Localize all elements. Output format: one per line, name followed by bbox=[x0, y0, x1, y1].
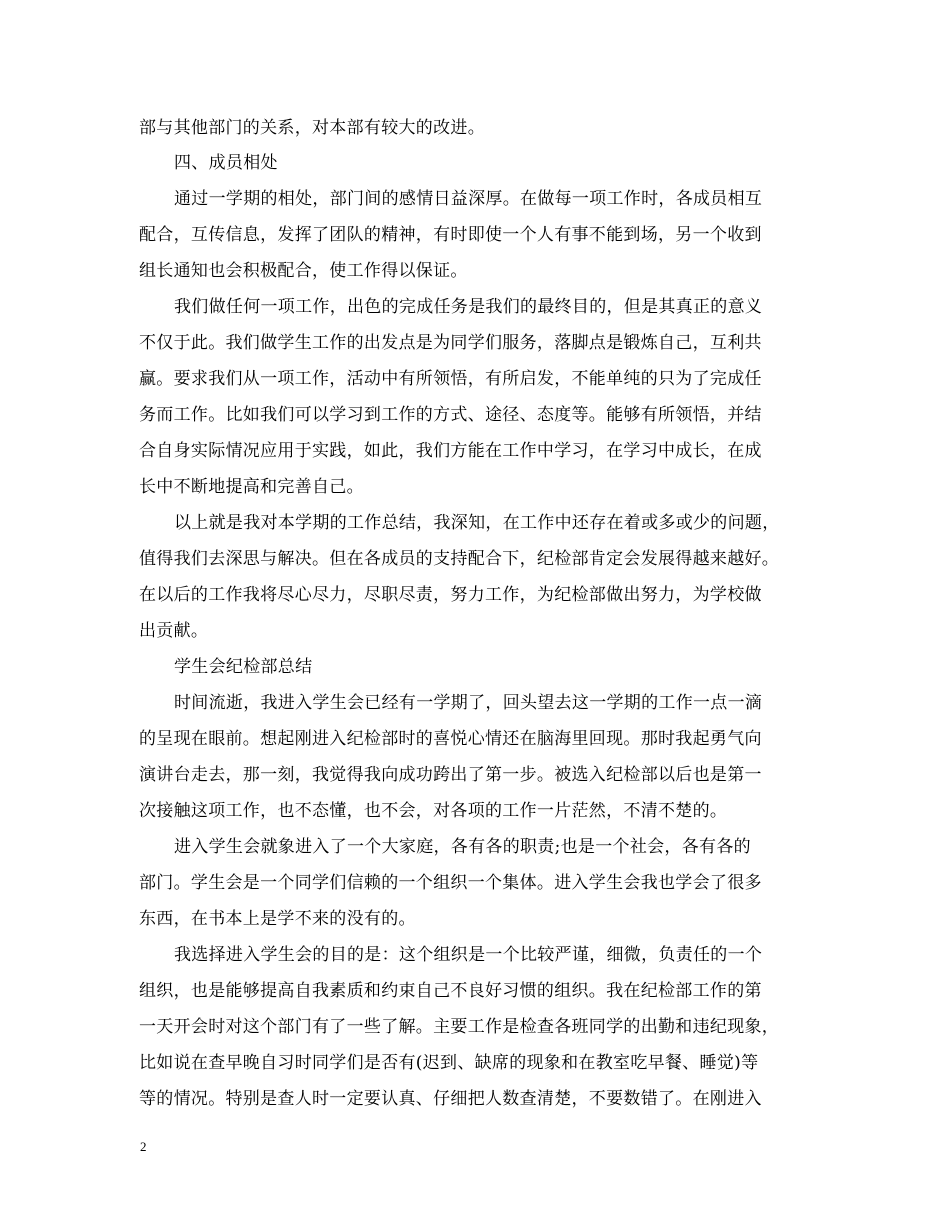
text-line: 在以后的工作我将尽心尽力，尽职尽责，努力工作，为纪检部做出努力，为学校做 bbox=[139, 585, 762, 605]
text-line: 等的情况。特别是查人时一定要认真、仔细把人数查清楚，不要数错了。在刚进入 bbox=[139, 1089, 762, 1109]
text-line: 组织，也是能够提高自我素质和约束自己不良好习惯的组织。我在纪检部工作的第 bbox=[139, 981, 762, 1001]
page-number: 2 bbox=[140, 1139, 147, 1154]
text-line: 出贡献。 bbox=[139, 621, 209, 641]
text-line: 长中不断地提高和完善自己。 bbox=[139, 477, 364, 497]
text-line: 我选择进入学生会的目的是：这个组织是一个比较严谨，细微，负责任的一个 bbox=[174, 945, 763, 965]
text-line: 通过一学期的相处，部门间的感情日益深厚。在做每一项工作时，各成员相互 bbox=[174, 189, 763, 209]
section-heading: 四、成员相处 bbox=[174, 153, 278, 173]
text-line: 值得我们去深思与解决。但在各成员的支持配合下，纪检部肯定会发展得越来越好。 bbox=[139, 549, 780, 569]
text-line: 一天开会时对这个部门有了一些了解。主要工作是检查各班同学的出勤和违纪现象， bbox=[139, 1017, 780, 1037]
text-line: 次接触这项工作，也不态懂，也不会，对各项的工作一片茫然，不清不楚的。 bbox=[139, 801, 728, 821]
text-line: 组长通知也会积极配合，使工作得以保证。 bbox=[139, 261, 468, 281]
text-line: 我们做任何一项工作，出色的完成任务是我们的最终目的，但是其真正的意义 bbox=[174, 297, 763, 317]
text-line: 部门。学生会是一个同学们信赖的一个组织一个集体。进入学生会我也学会了很多 bbox=[139, 873, 762, 893]
text-line: 不仅于此。我们做学生工作的出发点是为同学们服务，落脚点是锻炼自己，互利共 bbox=[139, 333, 762, 353]
text-line: 以上就是我对本学期的工作总结，我深知，在工作中还存在着或多或少的问题， bbox=[174, 513, 780, 533]
text-line: 部与其他部门的关系，对本部有较大的改进。 bbox=[139, 118, 485, 138]
text-line: 比如说在查早晚自习时同学们是否有(迟到、缺席的现象和在教室吃早餐、睡觉)等 bbox=[139, 1053, 759, 1073]
text-line: 配合，互传信息，发挥了团队的精神，有时即使一个人有事不能到场，另一个收到 bbox=[139, 225, 762, 245]
section-heading: 学生会纪检部总结 bbox=[174, 657, 313, 677]
text-line: 演讲台走去，那一刻，我觉得我向成功跨出了第一步。被选入纪检部以后也是第一 bbox=[139, 765, 762, 785]
text-line: 时间流逝，我进入学生会已经有一学期了，回头望去这一学期的工作一点一滴 bbox=[174, 693, 763, 713]
text-line: 进入学生会就象进入了一个大家庭，各有各的职责;也是一个社会，各有各的 bbox=[174, 837, 751, 857]
text-line: 务而工作。比如我们可以学习到工作的方式、途径、态度等。能够有所领悟，并结 bbox=[139, 405, 762, 425]
text-line: 赢。要求我们从一项工作，活动中有所领悟，有所启发，不能单纯的只为了完成任 bbox=[139, 369, 762, 389]
text-line: 东西，在书本上是学不来的没有的。 bbox=[139, 909, 416, 929]
text-line: 合自身实际情况应用于实践，如此，我们方能在工作中学习，在学习中成长，在成 bbox=[139, 441, 762, 461]
text-line: 的呈现在眼前。想起刚进入纪检部时的喜悦心情还在脑海里回现。那时我起勇气向 bbox=[139, 729, 762, 749]
